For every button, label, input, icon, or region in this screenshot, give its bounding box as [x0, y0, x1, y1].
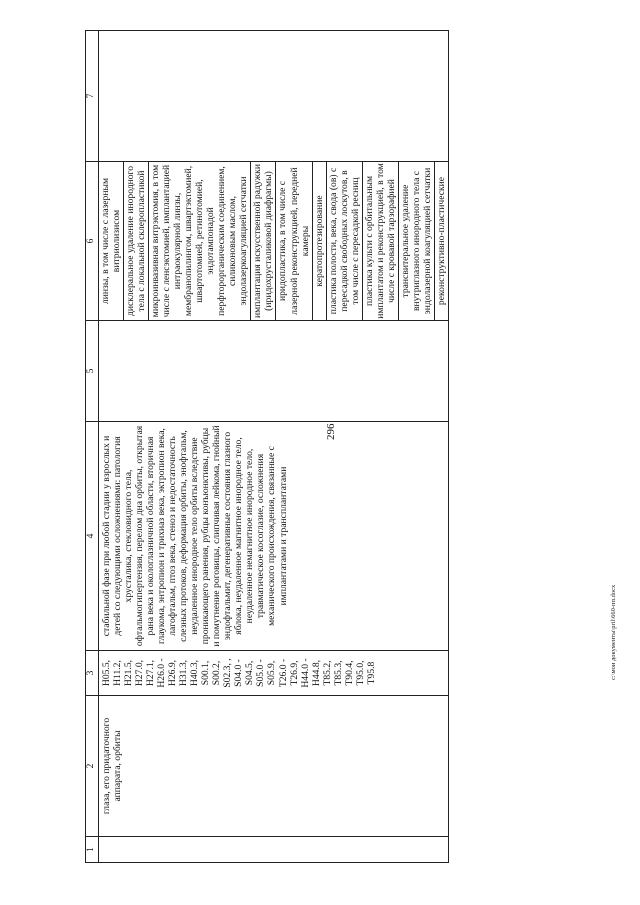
icd-code: H40.3,	[189, 659, 201, 687]
icd-code: T90.4,	[343, 660, 355, 686]
cell-diagnosis-area: глаза, его придаточного аппарата, орбиты	[99, 696, 449, 837]
icd-code: H44.0 -	[299, 658, 311, 688]
icd-code: T85.2,	[321, 660, 333, 686]
procedure-item: пластика культи с орбитальным имплантатом и реконструкцией, в том числе с кровавой тарзорафией	[363, 162, 399, 320]
header-col-5: 5	[86, 321, 99, 422]
page-number: 296	[325, 423, 337, 440]
icd-code: H05.5,	[101, 659, 112, 687]
rotated-table-container	[85, 38, 610, 863]
procedure-item: пластика полости, века, свода (ов) с пересадкой свободных лоскутов, в том числе с пересадкой ресниц	[327, 162, 363, 320]
icd-code: T95.0,	[354, 660, 366, 686]
table-row	[99, 31, 449, 863]
icd-code: H44.8,	[310, 659, 322, 687]
icd-code: T26.0 -	[277, 658, 289, 688]
icd-code: H26.9,	[167, 659, 179, 687]
procedures-table	[85, 30, 449, 863]
cell-col-1	[99, 837, 449, 863]
icd-code: S00.1,	[200, 660, 212, 686]
header-col-1: 1	[86, 837, 99, 863]
icd-code: S05.0 -	[255, 659, 267, 687]
procedure-item: иридопластика, в том числе с лазерной реконструкцией, передней камеры	[276, 162, 312, 320]
procedure-item: трансвитеральное удаление внутриглазного инородного тела с эндолазерной коагуляцией сетчатки	[399, 162, 435, 320]
icd-code: T85.3,	[332, 660, 344, 686]
icd-code: S04.5,	[244, 660, 256, 686]
cell-procedures	[99, 162, 449, 321]
icd-code: S04.0 -	[233, 659, 245, 687]
cell-indications: стабильной фазе при любой стадии у взрослых и детей со следующими осложнениями: патология хрусталика, стекловидного тела, офтальмогипертензия, перелом дна орбиты, открытая рана века и окологлазничной области, вторичная глаукома, энтропион и трихиаз века, эктропион века, лагофтальм, птоз века, стеноз и недостаточность слезных протоков, деформация орбиты, энофтальм, неудаленное инородное тело орбиты вследствие проникающего ранения, рубцы конъюнктивы, рубцы и помутнение роговицы, слипчивая лейкома, гнойный эндофтальмит, дегенеративные состояния глазного яблока, неудаленное магнитное инородное тело, неудаленное немагнитное инородное тело, травматическое косоглазие, осложнения механического происхождения, связанные с имплантатами и трансплантатами	[99, 422, 449, 651]
icd-code: H31.3,	[178, 659, 190, 687]
header-col-3: 3	[86, 651, 99, 696]
icd-code: H27.1,	[145, 659, 157, 687]
cell-col-5	[99, 321, 449, 422]
icd-code: H27.0,	[134, 659, 146, 687]
header-col-6: 6	[86, 162, 99, 321]
header-row	[86, 31, 99, 863]
icd-code: S05.9,	[266, 660, 278, 686]
icd-code: S00.2,	[211, 660, 223, 686]
icd-code: H11.2,	[112, 660, 124, 686]
procedure-item: микроинвазивная витрэктомия, в том числе с ленсэктомией, имплантацией интраокулярной линзы, мембранопилингом, швартэктомией, швартотомией, ретинотомией, эндотампонадой перфторорганическим соединением, силиконовым маслом, эндолазеркоагуляцией сетчатки	[149, 162, 251, 320]
procedure-item: реконструктивно-пластические	[435, 176, 447, 306]
icd-code: T26.9,	[288, 660, 300, 686]
procedure-item: дисклеральное удаление инородного тела с локальной склеропластикой	[124, 162, 149, 320]
icd-code: H26.0 -	[156, 658, 168, 688]
icd-code: T95.8	[365, 661, 377, 685]
procedure-item: кератопротезирование	[313, 162, 327, 320]
cell-icd-codes	[99, 651, 449, 696]
cell-col-7	[99, 31, 449, 162]
header-col-2: 2	[86, 696, 99, 837]
procedure-item: линзы, в том числе с лазерным витриолизисом	[99, 162, 124, 320]
file-path-footer: c:\мои документы\pril\660-пп.docx	[610, 584, 617, 680]
header-col-7: 7	[86, 31, 99, 162]
icd-code: H21.5,	[123, 659, 135, 687]
header-col-4: 4	[86, 422, 99, 651]
procedure-item: имплантация искусственной радужки (иридохрусталиковой диафрагмы)	[251, 162, 276, 320]
icd-code: S02.3, ,	[222, 658, 234, 688]
